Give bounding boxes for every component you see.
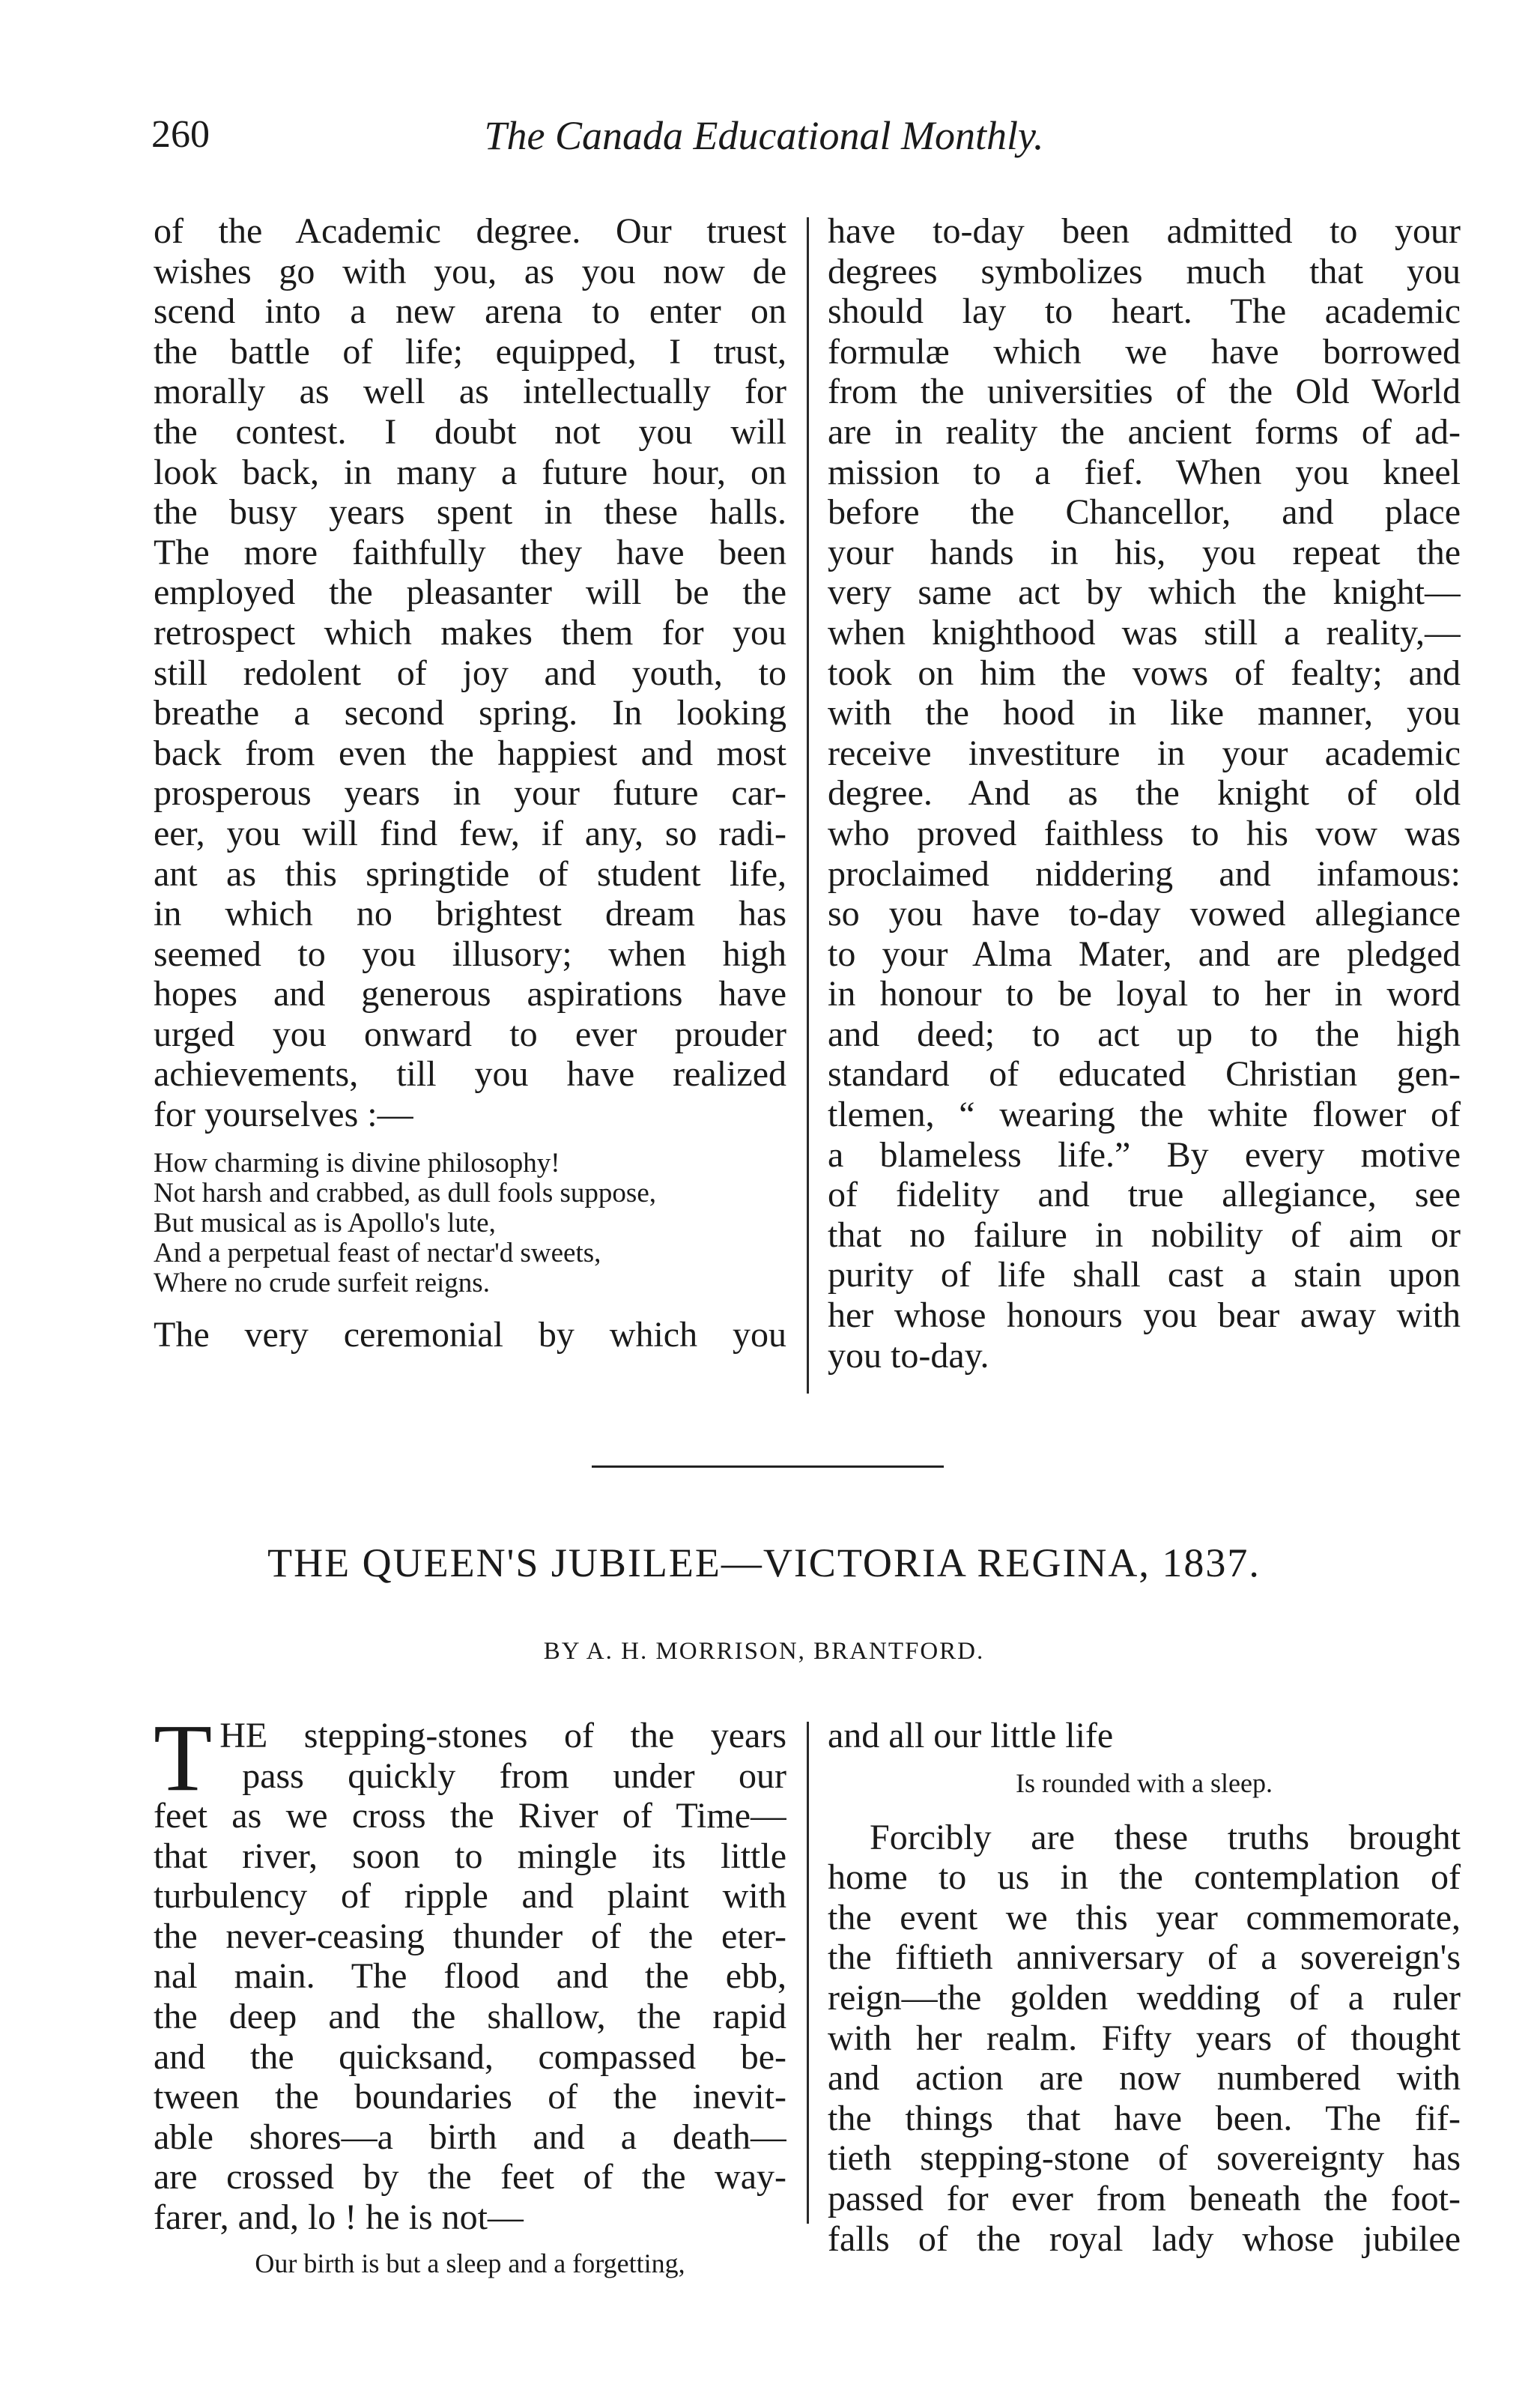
text-line: receive investiture in your academic — [828, 733, 1461, 773]
text-line: degree. And as the knight of old — [828, 773, 1461, 814]
text-line: The very ceremonial by which you — [154, 1314, 786, 1355]
text-line: purity of life shall cast a stain upon — [828, 1255, 1461, 1295]
text-line: and deed; to act up to the high — [828, 1014, 1461, 1054]
verse-line: But musical as is Apollo's lute, — [154, 1208, 496, 1238]
upper-left-column — [154, 211, 786, 1355]
article-byline: BY A. H. MORRISON, BRANTFORD. — [543, 1638, 985, 1665]
article-title: THE QUEEN'S JUBILEE—VICTORIA REGINA, 1837. — [267, 1540, 1261, 1585]
text-line: before the Chancellor, and place — [828, 492, 1461, 533]
text-line: of fidelity and true allegiance, see — [828, 1175, 1461, 1215]
running-title: The Canada Educational Monthly. — [484, 113, 1044, 158]
text-line: HE stepping-stones of the years — [219, 1716, 786, 1755]
text-line: in honour to be loyal to her in word — [828, 974, 1461, 1014]
text-line: wishes go with you, as you now de — [154, 251, 786, 291]
text-line: mission to a fief. When you kneel — [828, 452, 1461, 492]
text-line: and the quicksand, compassed be- — [154, 2036, 786, 2077]
text-line: back from even the happiest and most — [154, 733, 786, 773]
verse-line: How charming is divine philosophy! — [154, 1148, 560, 1179]
text-line: employed the pleasanter will be the — [154, 572, 786, 613]
text-line: hopes and generous aspirations have — [154, 974, 786, 1014]
text-line: the things that have been. The fif- — [828, 2098, 1461, 2138]
text-line: reign—the golden wedding of a ruler — [828, 1977, 1461, 2018]
text-line: home to us in the contemplation of — [828, 1857, 1461, 1898]
text-line: that no failure in nobility of aim or — [828, 1214, 1461, 1255]
page-number: 260 — [151, 113, 210, 156]
text-line: turbulency of ripple and plaint with — [154, 1876, 786, 1917]
text-line: passed for ever from beneath the foot- — [828, 2178, 1461, 2218]
text-line: tlemen, “ wearing the white flower of — [828, 1095, 1461, 1135]
text-line: to your Alma Mater, and are pledged — [828, 934, 1461, 974]
text-line: scend into a new arena to enter on — [154, 291, 786, 332]
text-line: her whose honours you bear away with — [828, 1295, 1461, 1336]
text-line: a blameless life.” By every motive — [828, 1134, 1461, 1175]
upper-right-column — [828, 211, 1461, 1376]
text-line: the never-ceasing thunder of the eter- — [154, 1916, 786, 1956]
text-line: eer, you will find few, if any, so radi- — [154, 813, 786, 853]
verse-line: Where no crude surfeit reigns. — [154, 1268, 490, 1298]
text-line: falls of the royal lady whose jubilee — [828, 2218, 1461, 2259]
text-line: took on him the vows of fealty; and — [828, 653, 1461, 693]
text-line: breathe a second spring. In looking — [154, 693, 786, 733]
text-line: able shores—a birth and a death— — [154, 2117, 786, 2157]
text-line: farer, and, lo ! he is not— — [154, 2197, 524, 2237]
text-line: seemed to you illusory; when high — [154, 934, 786, 974]
text-line: with her realm. Fifty years of thought — [828, 2018, 1461, 2058]
lower-left-column — [154, 1704, 786, 2280]
text-line: formulæ which we have borrowed — [828, 331, 1461, 372]
text-line: the fiftieth anniversary of a sovereign's — [828, 1937, 1461, 1978]
text-line: tieth stepping-stone of sovereignty has — [828, 2138, 1461, 2179]
text-line: the event we this year commemorate, — [828, 1897, 1461, 1937]
column-divider — [807, 1722, 809, 2224]
text-line: prosperous years in your future car- — [154, 773, 786, 814]
text-line: have to-day been admitted to your — [828, 211, 1461, 251]
text-line: proclaimed niddering and infamous: — [828, 853, 1461, 894]
upper-left-paragraph — [154, 211, 786, 1135]
text-line: so you have to-day vowed allegiance — [828, 894, 1461, 934]
text-line: ant as this springtide of student life, — [154, 853, 786, 894]
text-line: the busy years spent in these halls. — [154, 492, 786, 533]
text-line: achievements, till you have realized — [154, 1054, 786, 1095]
text-line: retrospect which makes them for you — [154, 612, 786, 653]
text-line: your hands in his, you repeat the — [828, 532, 1461, 572]
text-line: with the hood in like manner, you — [828, 693, 1461, 733]
text-line: of the Academic degree. Our truest — [154, 211, 786, 251]
text-line: look back, in many a future hour, on — [154, 452, 786, 492]
verse-quotation — [154, 1149, 786, 1298]
text-line: in which no brightest dream has — [154, 894, 786, 934]
section-separator — [592, 1465, 944, 1468]
text-line: when knighthood was still a reality,— — [828, 612, 1461, 653]
text-line: feet as we cross the River of Time— — [154, 1796, 786, 1836]
text-line: tween the boundaries of the inevit- — [154, 2077, 786, 2117]
lower-right-column — [828, 1716, 1461, 2259]
quote-line: Is rounded with a sleep. — [1016, 1767, 1273, 1798]
text-line: the deep and the shallow, the rapid — [154, 1996, 786, 2036]
text-line: from the universities of the Old World — [828, 372, 1461, 412]
verse-line: Not harsh and crabbed, as dull fools suppose, — [154, 1178, 657, 1208]
text-line: the contest. I doubt not you will — [154, 411, 786, 452]
text-line: still redolent of joy and youth, to — [154, 653, 786, 693]
text-line: morally as well as intellectually for — [154, 372, 786, 412]
text-line: who proved faithless to his vow was — [828, 813, 1461, 853]
verse-line: And a perpetual feast of nectar'd sweets, — [154, 1238, 601, 1268]
text-line: very same act by which the knight— — [828, 572, 1461, 613]
text-line: and action are now numbered with — [828, 2058, 1461, 2099]
quote-line: and all our little life — [828, 1716, 1114, 1755]
opening-lines — [154, 1704, 786, 1811]
text-line: you to-day. — [828, 1335, 989, 1376]
text-line: for yourselves :— — [154, 1095, 413, 1135]
text-line: degrees symbolizes much that you — [828, 251, 1461, 291]
text-line: urged you onward to ever prouder — [154, 1014, 786, 1054]
text-line: nal main. The flood and the ebb, — [154, 1956, 786, 1997]
text-line: pass quickly from under our — [242, 1755, 786, 1796]
text-line: The more faithfully they have been — [154, 532, 786, 572]
text-line: should lay to heart. The academic — [828, 291, 1461, 332]
quote-line: Our birth is but a sleep and a forgetting, — [255, 2248, 685, 2278]
text-line: that river, soon to mingle its little — [154, 1836, 786, 1876]
text-line: Forcibly are these truths brought — [870, 1817, 1461, 1857]
text-line: are crossed by the feet of the way- — [154, 2157, 786, 2197]
running-header — [142, 112, 1386, 172]
text-line: the battle of life; equipped, I trust, — [154, 331, 786, 372]
column-divider — [807, 217, 809, 1394]
drop-cap: T — [154, 1704, 213, 1811]
text-line: standard of educated Christian gen- — [828, 1054, 1461, 1095]
text-line: are in reality the ancient forms of ad- — [828, 411, 1461, 452]
